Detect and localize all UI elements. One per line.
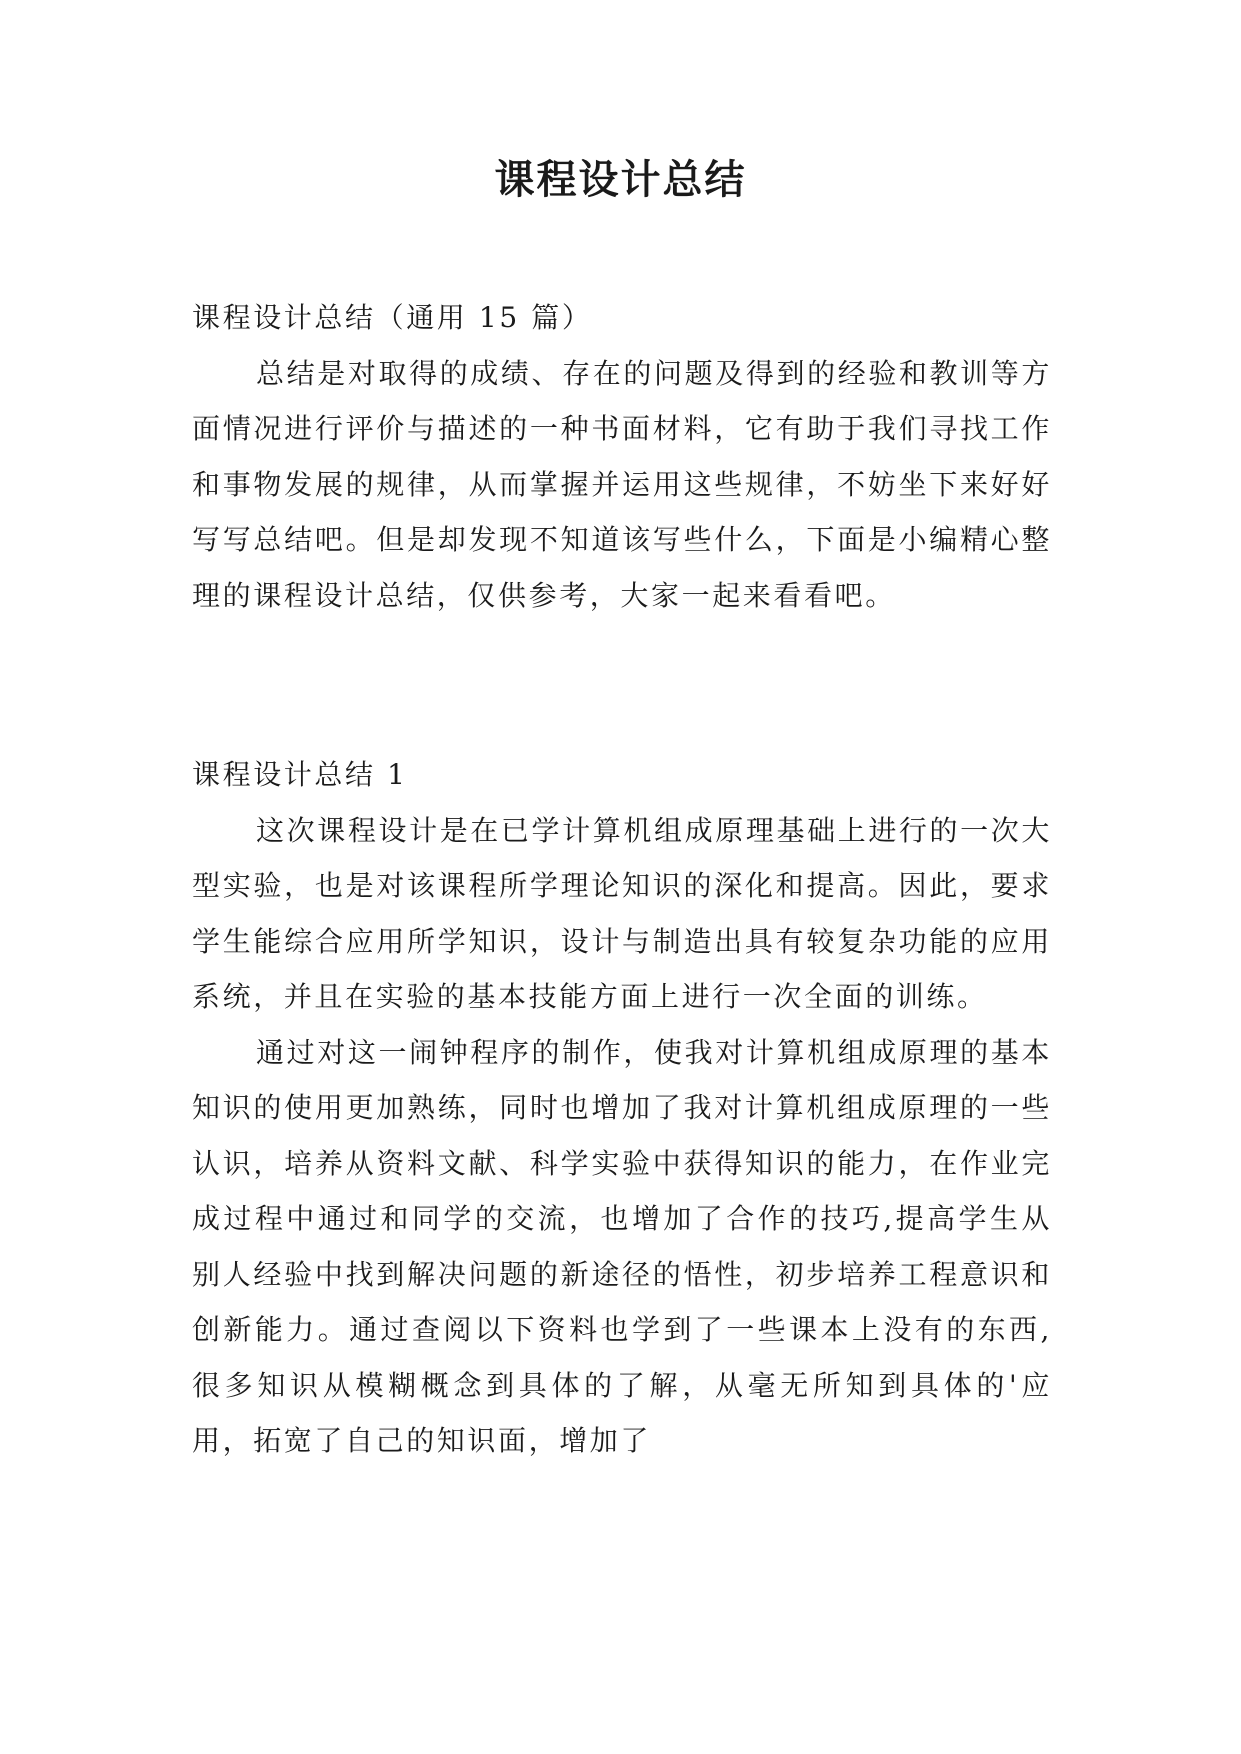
document-title: 课程设计总结 [494, 157, 747, 203]
intro-paragraph: 总结是对取得的成绩、存在的问题及得到的经验和教训等方面情况进行评价与描述的一种书面材料，它有助于我们寻找工作和事物发展的规律，从而掌握并运用这些规律，不妨坐下来好好写写总结吧。但是却发现不知道该写些什么，下面是小编精心整理的课程设计总结，仅供参考，大家一起来看看吧。 [192, 356, 1052, 612]
section-1-paragraph-2: 通过对这一闹钟程序的制作，使我对计算机组成原理的基本知识的使用更加熟练，同时也增加了我对计算机组成原理的一些认识，培养从资料文献、科学实验中获得知识的能力，在作业完成过程中通过和同学的交流，也增加了合作的技巧,提高学生从别人经验中找到解决问题的新途径的悟性，初步培养工程意识和创新能力。通过查阅以下资料也学到了一些课本上没有的东西,很多知识从模糊概念到具体的了解，从毫无所知到具体的'应用，拓宽了自己的知识面，增加了 [192, 1035, 1052, 1457]
section-1-paragraph-1: 这次课程设计是在已学计算机组成原理基础上进行的一次大型实验，也是对该课程所学理论知识的深化和提高。因此，要求学生能综合应用所学知识，设计与制造出具有较复杂功能的应用系统，并且在实验的基本技能方面上进行一次全面的训练。 [192, 813, 1052, 1013]
section-1 [192, 747, 1052, 1469]
intro-section [192, 290, 1052, 623]
intro-heading: 课程设计总结（通用 15 篇） [192, 301, 593, 334]
section-1-heading: 课程设计总结 1 [192, 758, 408, 791]
